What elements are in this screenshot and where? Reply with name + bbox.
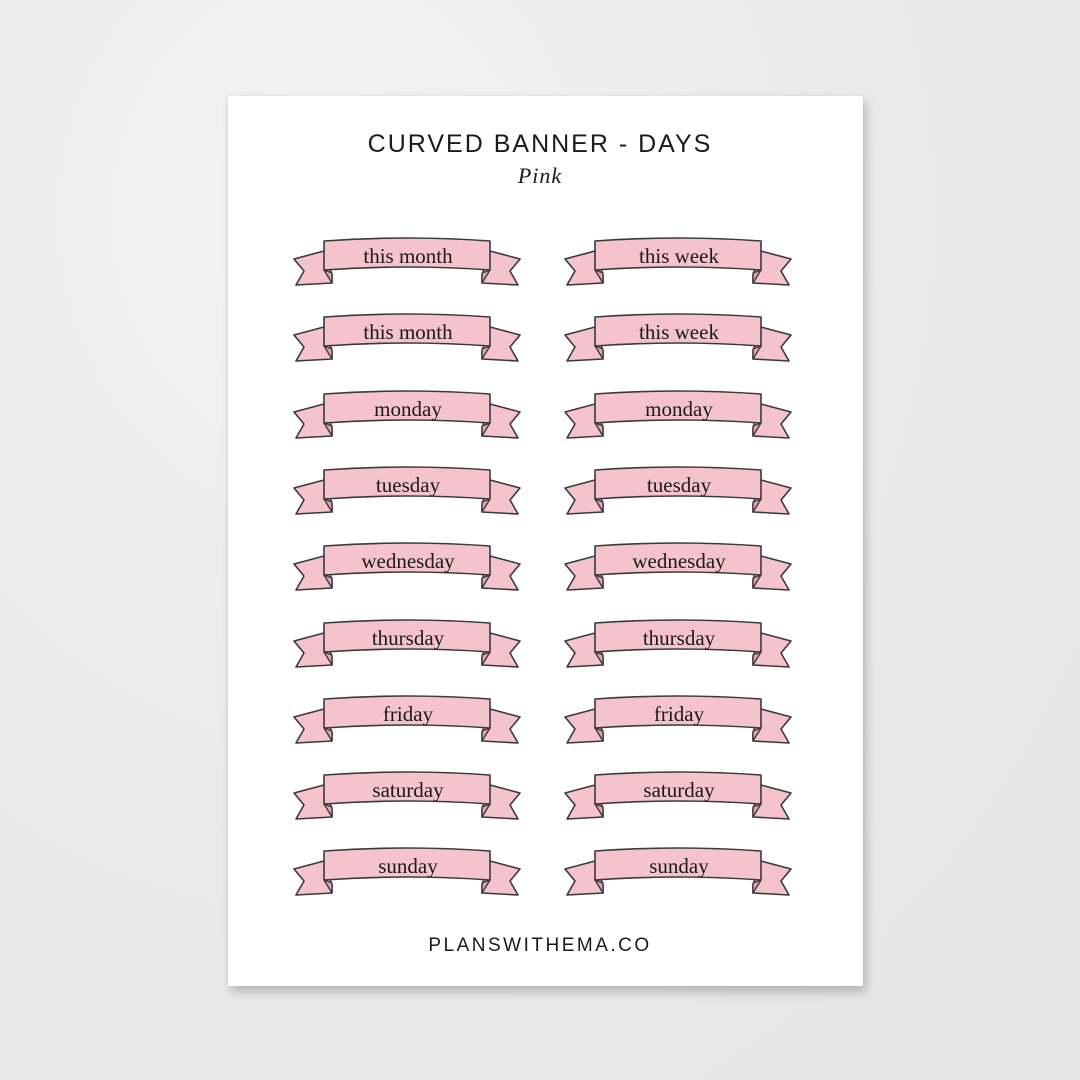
banner-sticker xyxy=(563,619,795,681)
banner-label: friday xyxy=(653,701,705,726)
banner-label: this week xyxy=(639,319,719,344)
banner-label: monday xyxy=(374,396,442,421)
banner-sticker xyxy=(292,390,524,452)
banner-sticker xyxy=(563,847,795,909)
banner-sticker xyxy=(563,771,795,833)
banner-label: this month xyxy=(363,319,453,344)
banner-label: saturday xyxy=(372,777,444,802)
banner-label: tuesday xyxy=(646,472,712,497)
banner-sticker xyxy=(563,695,795,757)
banner-label: thursday xyxy=(371,625,445,650)
banner-sticker xyxy=(292,542,524,604)
banner-label: sunday xyxy=(649,853,709,878)
banner-label: this month xyxy=(363,243,453,268)
banner-label: wednesday xyxy=(361,548,455,573)
banner-sticker xyxy=(292,771,524,833)
banner-sticker xyxy=(292,847,524,909)
banner-sticker xyxy=(292,313,524,375)
sheet-subtitle: Pink xyxy=(517,163,563,188)
banner-sticker xyxy=(563,466,795,528)
banner-label: thursday xyxy=(642,625,716,650)
banner-label: tuesday xyxy=(375,472,441,497)
banner-label: saturday xyxy=(643,777,715,802)
brand-footer: PLANSWITHEMA.CO xyxy=(428,935,652,956)
banner-sticker xyxy=(292,237,524,299)
sheet-title: CURVED BANNER - DAYS xyxy=(367,130,713,158)
banner-sticker xyxy=(563,390,795,452)
banner-sticker xyxy=(292,619,524,681)
banner-label: monday xyxy=(645,396,713,421)
banner-label: wednesday xyxy=(632,548,726,573)
banner-sticker xyxy=(292,466,524,528)
banner-label: friday xyxy=(382,701,434,726)
banner-sticker xyxy=(292,695,524,757)
banner-label: sunday xyxy=(378,853,438,878)
banner-label: this week xyxy=(639,243,719,268)
banner-sticker xyxy=(563,237,795,299)
banner-sticker xyxy=(563,313,795,375)
banner-sticker xyxy=(563,542,795,604)
